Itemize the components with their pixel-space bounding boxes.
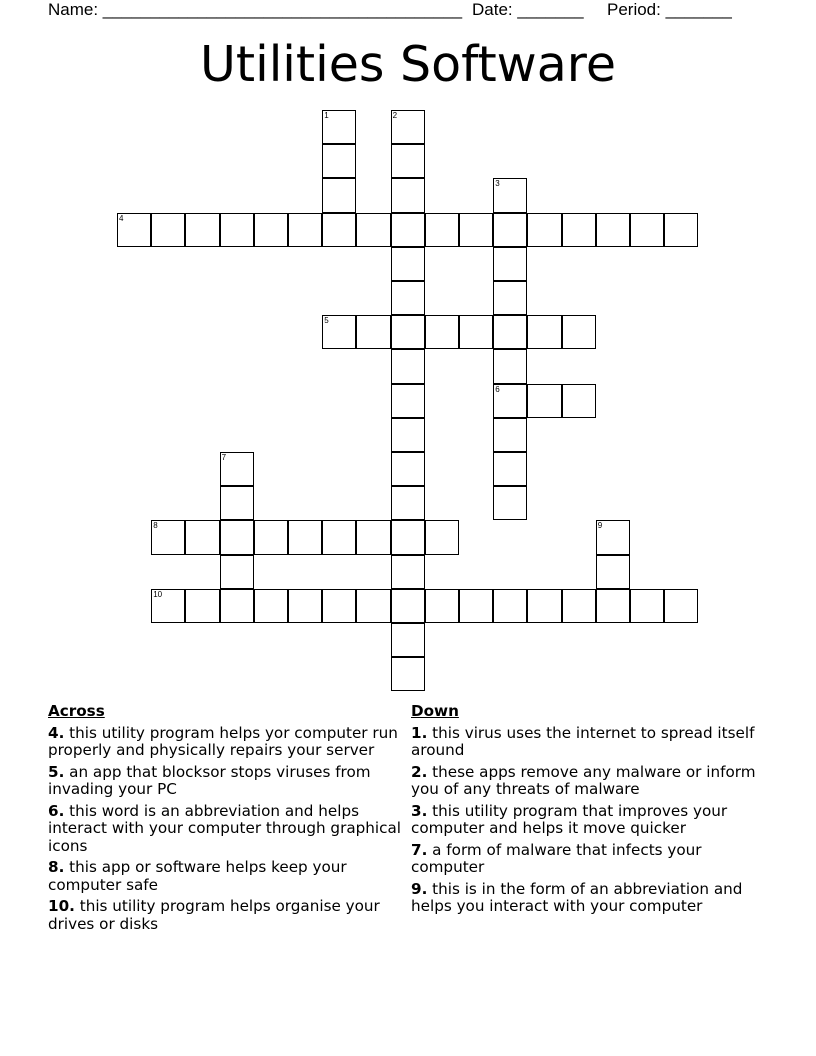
across-clue [48,725,403,760]
clue-text: this is in the form of an abbreviation and helps you interact with your computer [411,879,743,915]
grid-cell[interactable] [220,213,254,247]
down-clue [411,725,771,760]
clue-text: this utility program helps yor computer run properly and physically repairs your server [48,723,398,759]
down-clue [411,803,771,838]
grid-cell[interactable] [220,486,254,520]
grid-cell[interactable] [527,315,561,349]
cell-number: 9 [597,521,603,531]
clue-text: this virus uses the internet to spread itself around [411,723,755,759]
clue-number: 10. [48,897,75,915]
clue-number: 7. [411,840,428,859]
clue-number: 6. [48,801,65,820]
grid-cell[interactable] [288,213,322,247]
grid-cell[interactable] [391,623,425,657]
grid-cell[interactable] [288,589,322,623]
across-clue [48,803,403,856]
grid-cell[interactable] [493,281,527,315]
grid-cell[interactable] [493,315,527,349]
grid-cell[interactable] [151,520,185,554]
clue-number: 8. [48,858,65,876]
clue-text: a form of malware that infects your computer [411,840,702,876]
grid-cell[interactable] [562,589,596,623]
grid-cell[interactable] [596,555,630,589]
grid-cell[interactable] [391,144,425,178]
grid-cell[interactable] [630,213,664,247]
grid-cell[interactable] [391,110,425,144]
grid-cell[interactable] [322,213,356,247]
down-clues [411,703,771,920]
grid-cell[interactable] [391,486,425,520]
across-clue [48,898,403,933]
cell-number: 1 [324,111,329,120]
date-field[interactable]: Date: _______ [472,0,584,19]
grid-cell[interactable] [391,281,425,315]
grid-cell[interactable] [391,349,425,383]
clue-text: an app that blocksor stops viruses from invading your PC [48,762,371,798]
grid-cell[interactable] [664,213,698,247]
across-clue [48,859,403,894]
cell-number: 8 [153,521,158,531]
grid-cell[interactable] [185,589,219,623]
grid-cell[interactable] [322,110,356,144]
grid-cell[interactable] [220,452,254,486]
grid-cell[interactable] [630,589,664,623]
grid-cell[interactable] [493,486,527,520]
down-heading: Down [411,702,459,720]
across-clues [48,703,403,937]
grid-cell[interactable] [391,520,425,554]
grid-cell[interactable] [254,520,288,554]
grid-cell[interactable] [493,349,527,383]
grid-cell[interactable] [185,520,219,554]
across-clue [48,764,403,799]
grid-cell[interactable] [493,384,527,418]
cell-number: 6 [495,384,500,394]
grid-cell[interactable] [493,213,527,247]
grid-cell[interactable] [254,589,288,623]
clue-text: this utility program helps organise your drives or disks [48,897,380,933]
cell-number: 4 [119,213,124,223]
grid-cell[interactable] [254,213,288,247]
grid-cell[interactable] [185,213,219,247]
clue-text: this word is an abbreviation and helps interact with your computer through graphical icons [48,801,401,855]
grid-cell[interactable] [493,178,527,212]
clue-number: 9. [411,879,428,898]
clue-number: 2. [411,762,428,781]
clue-number: 4. [48,723,65,742]
grid-cell[interactable] [391,452,425,486]
grid-cell[interactable] [391,589,425,623]
grid-cell[interactable] [493,452,527,486]
cell-number: 7 [221,453,227,462]
grid-cell[interactable] [356,520,390,554]
grid-cell[interactable] [425,213,459,247]
grid-cell[interactable] [356,589,390,623]
grid-cell[interactable] [596,520,630,554]
grid-cell[interactable] [527,213,561,247]
grid-cell[interactable] [596,589,630,623]
across-heading: Across [48,702,105,720]
grid-cell[interactable] [562,384,596,418]
grid-cell[interactable] [220,520,254,554]
grid-cell[interactable] [322,178,356,212]
grid-cell[interactable] [459,213,493,247]
period-field[interactable]: Period: _______ [607,0,732,19]
grid-cell[interactable] [151,213,185,247]
grid-cell[interactable] [391,418,425,452]
grid-cell[interactable] [391,178,425,212]
grid-cell[interactable] [322,315,356,349]
grid-cell[interactable] [322,144,356,178]
grid-cell[interactable] [288,520,322,554]
grid-cell[interactable] [391,555,425,589]
grid-cell[interactable] [322,589,356,623]
grid-cell[interactable] [493,589,527,623]
grid-cell[interactable] [425,589,459,623]
cell-number: 3 [495,179,500,189]
grid-cell[interactable] [493,418,527,452]
down-clue [411,764,771,799]
grid-cell[interactable] [493,247,527,281]
grid-cell[interactable] [664,589,698,623]
down-clue [411,881,771,916]
grid-cell[interactable] [459,315,493,349]
grid-cell[interactable] [391,315,425,349]
down-clue [411,842,771,877]
grid-cell[interactable] [356,213,390,247]
grid-cell[interactable] [425,520,459,554]
grid-cell[interactable] [220,589,254,623]
cell-number: 2 [392,111,398,120]
clue-number: 3. [411,801,428,820]
grid-cell[interactable] [220,555,254,589]
grid-cell[interactable] [391,247,425,281]
grid-cell[interactable] [356,315,390,349]
grid-cell[interactable] [596,213,630,247]
clue-text: this utility program that improves your computer and helps it move quicker [411,801,728,837]
grid-cell[interactable] [391,657,425,691]
name-field[interactable]: Name: ______________________________________ [48,0,463,19]
grid-cell[interactable] [117,213,151,247]
clue-number: 5. [48,762,65,781]
grid-cell[interactable] [527,384,561,418]
grid-cell[interactable] [391,384,425,418]
grid-cell[interactable] [151,589,185,623]
clue-text: this app or software helps keep your computer safe [48,858,347,894]
clue-number: 1. [411,723,428,742]
grid-cell[interactable] [322,520,356,554]
cell-number: 10 [153,589,163,599]
cell-number: 5 [324,316,329,326]
crossword-grid [117,110,717,710]
clue-text: these apps remove any malware or inform you of any threats of malware [411,762,756,798]
grid-cell[interactable] [562,315,596,349]
grid-cell[interactable] [425,315,459,349]
grid-cell[interactable] [459,589,493,623]
grid-cell[interactable] [562,213,596,247]
grid-cell[interactable] [391,213,425,247]
grid-cell[interactable] [527,589,561,623]
page-title: Utilities Software [200,36,616,93]
